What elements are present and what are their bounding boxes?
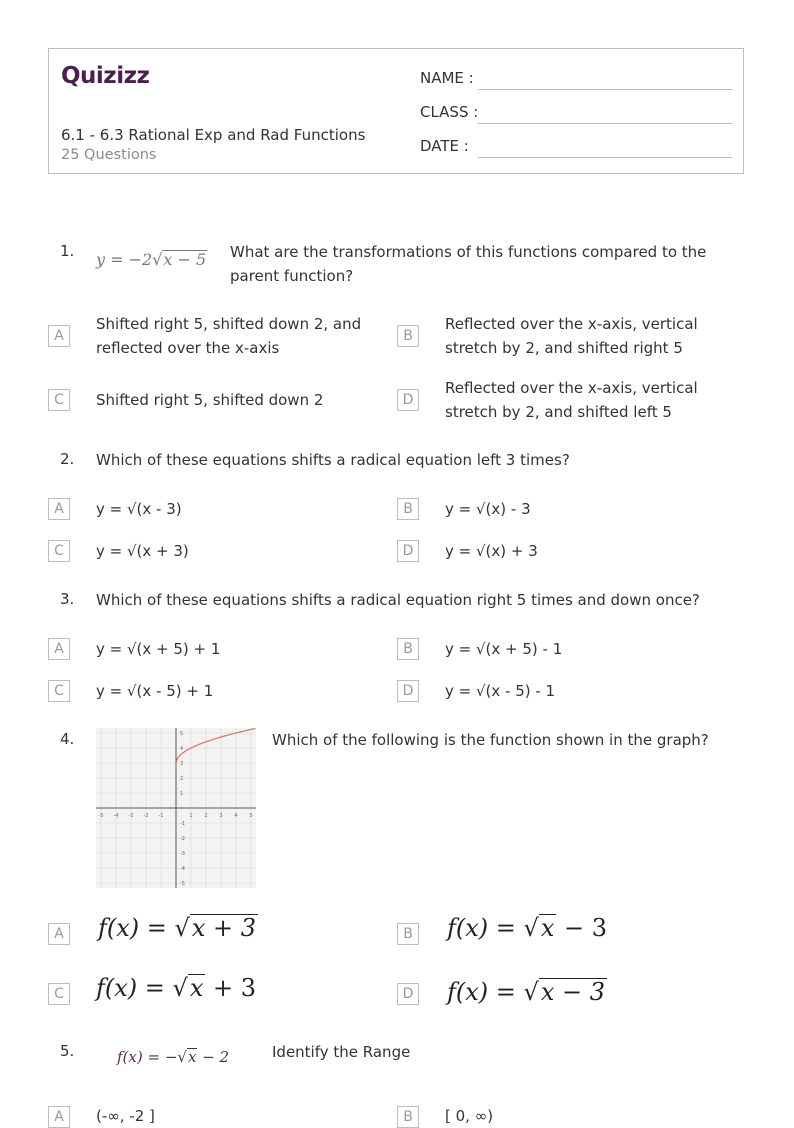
y-tick-label: -3 [180, 851, 185, 857]
answer-option[interactable]: y = √(x) + 3 [445, 542, 538, 560]
option-letter[interactable]: B [397, 498, 419, 520]
answer-option[interactable]: f(x) = √x − 3 [447, 978, 605, 1006]
quizizz-logo [61, 61, 153, 89]
answer-option[interactable]: f(x) = √x + 3 [96, 974, 256, 1002]
option-letter[interactable]: D [397, 540, 419, 562]
y-tick-label: -2 [180, 836, 185, 842]
class-field-line[interactable] [478, 123, 732, 124]
question-number: 1. [60, 242, 75, 260]
answer-option[interactable]: y = √(x + 5) + 1 [96, 640, 221, 658]
x-tick-label: 4 [234, 813, 238, 819]
option-letter[interactable]: C [48, 983, 70, 1005]
x-tick-label: -1 [158, 813, 164, 819]
worksheet-title: 6.1 - 6.3 Rational Exp and Rad Functions [61, 126, 366, 144]
y-tick-label: -4 [180, 866, 185, 872]
answer-option[interactable]: f(x) = √x + 3 [98, 914, 256, 942]
option-letter[interactable]: D [397, 680, 419, 702]
question-count: 25 Questions [61, 147, 157, 163]
option-letter[interactable]: C [48, 540, 70, 562]
question-text: Identify the Range [272, 1043, 411, 1061]
option-letter[interactable]: D [397, 389, 419, 411]
x-tick-label: 5 [249, 813, 253, 819]
q1-equation: y = −2√x − 5 [96, 250, 207, 269]
function-graph [96, 728, 256, 888]
option-letter[interactable]: A [48, 498, 70, 520]
option-letter[interactable]: B [397, 923, 419, 945]
y-tick-label: 3 [180, 761, 184, 767]
answer-option[interactable]: y = √(x - 5) - 1 [445, 682, 556, 700]
option-letter[interactable]: A [48, 1106, 70, 1128]
answer-option[interactable]: y = √(x - 5) + 1 [96, 682, 214, 700]
option-letter[interactable]: B [397, 325, 419, 347]
date-field-label: DATE : [420, 137, 469, 155]
worksheet-header [48, 48, 744, 174]
x-tick-label: 3 [219, 813, 223, 819]
answer-option[interactable]: f(x) = √x − 3 [447, 914, 607, 942]
y-tick-label: -5 [180, 881, 185, 887]
x-tick-label: 2 [204, 813, 208, 819]
y-tick-label: 2 [180, 776, 184, 782]
x-tick-label: -5 [98, 813, 104, 819]
option-letter[interactable]: C [48, 389, 70, 411]
answer-option[interactable]: y = √(x + 5) - 1 [445, 640, 563, 658]
option-letter[interactable]: C [48, 680, 70, 702]
x-tick-label: -4 [113, 813, 119, 819]
question-text: Which of the following is the function shown in the graph? [272, 731, 709, 749]
x-tick-label: -2 [143, 813, 149, 819]
question-number: 5. [60, 1042, 75, 1060]
answer-option[interactable]: y = √(x - 3) [96, 500, 182, 518]
y-tick-label: 1 [180, 791, 184, 797]
answer-option[interactable]: Reflected over the x-axis, vertical stretch by 2, and shifted left 5 [445, 379, 698, 421]
question-text: Which of these equations shifts a radical equation right 5 times and down once? [96, 591, 700, 609]
option-letter[interactable]: A [48, 325, 70, 347]
answer-option[interactable]: y = √(x + 3) [96, 542, 189, 560]
name-field-line[interactable] [478, 89, 732, 90]
answer-option[interactable]: (-∞, -2 ] [96, 1107, 155, 1125]
question-number: 3. [60, 590, 75, 608]
answer-option[interactable]: y = √(x) - 3 [445, 500, 531, 518]
question-text: What are the transformations of this functions compared to the parent function? [230, 243, 707, 285]
option-letter[interactable]: A [48, 638, 70, 660]
x-tick-label: 1 [189, 813, 193, 819]
svg-text:Quizizz: Quizizz [61, 63, 150, 89]
class-field-label: CLASS : [420, 103, 479, 121]
option-letter[interactable]: B [397, 1106, 419, 1128]
y-tick-label: 4 [180, 746, 184, 752]
y-tick-label: 5 [180, 731, 184, 737]
y-tick-label: -1 [180, 821, 185, 827]
answer-option[interactable]: Shifted right 5, shifted down 2, and reflected over the x-axis [96, 315, 362, 357]
question-number: 2. [60, 450, 75, 468]
q5-equation: f(x) = −√x − 2 [117, 1048, 230, 1066]
option-letter[interactable]: B [397, 638, 419, 660]
option-letter[interactable]: D [397, 983, 419, 1005]
option-letter[interactable]: A [48, 923, 70, 945]
x-tick-label: -3 [128, 813, 134, 819]
answer-option[interactable]: [ 0, ∞) [445, 1107, 494, 1125]
date-field-line[interactable] [478, 157, 732, 158]
question-number: 4. [60, 730, 75, 748]
question-text: Which of these equations shifts a radical equation left 3 times? [96, 451, 570, 469]
name-field-label: NAME : [420, 69, 474, 87]
answer-option[interactable]: Reflected over the x-axis, vertical stretch by 2, and shifted right 5 [445, 315, 698, 357]
answer-option[interactable]: Shifted right 5, shifted down 2 [96, 391, 324, 409]
